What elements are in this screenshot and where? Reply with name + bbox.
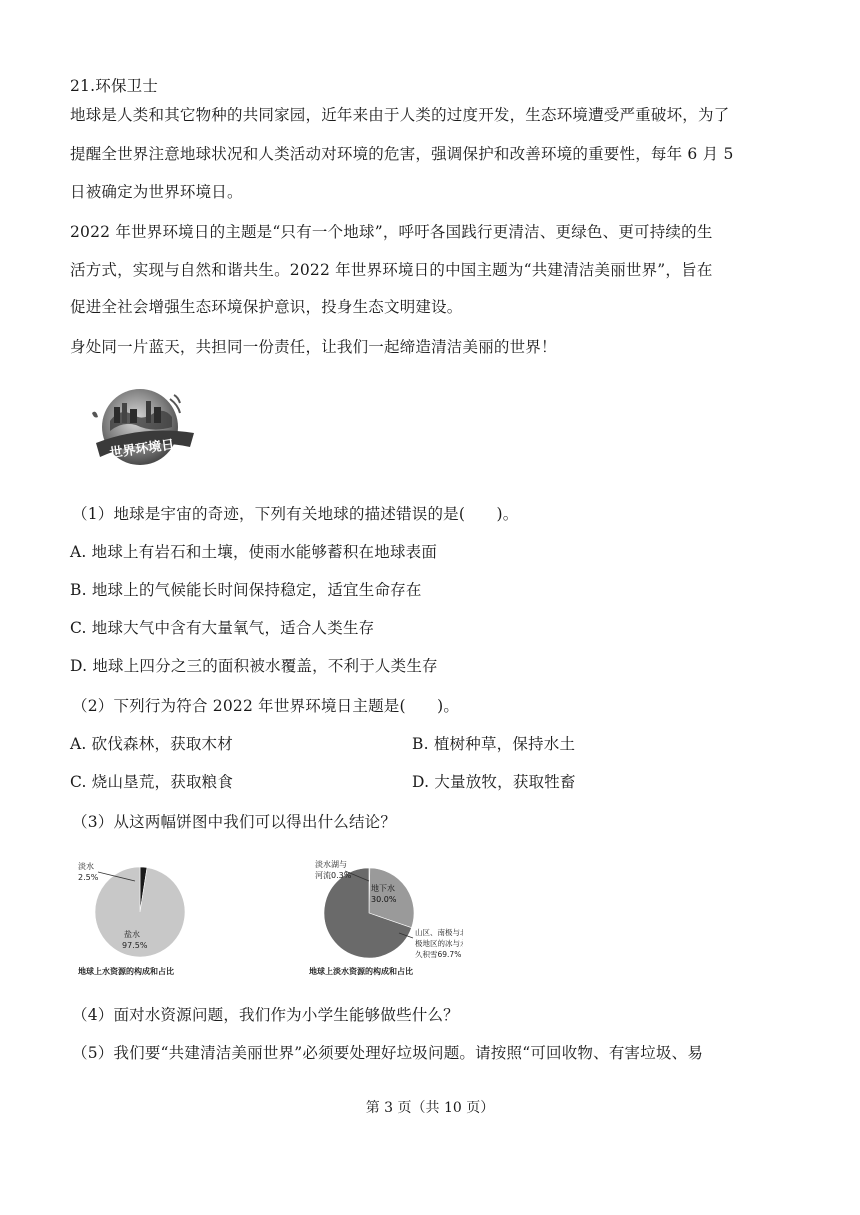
saltwater-label: 盐水 bbox=[124, 930, 140, 939]
groundwater-label-line-1: 地下水 bbox=[371, 884, 395, 893]
pie2-title: 地球上淡水资源的构成和占比 bbox=[309, 967, 413, 976]
q2-stem: （2）下列行为符合 2022 年世界环境日主题是( )。 bbox=[72, 697, 460, 715]
lakes-label-line-1: 淡水湖与 bbox=[315, 860, 347, 869]
ice-label-line-1: 山区、南极与北 bbox=[415, 928, 463, 937]
q4-stem: （4）面对水资源问题，我们作为小学生能够做些什么？ bbox=[72, 1006, 459, 1024]
q2-option-b: B. 植树种草，保持水土 bbox=[412, 735, 576, 753]
question-title: 21.环保卫士 bbox=[70, 77, 159, 95]
q2-option-a: A. 砍伐森林，获取木材 bbox=[70, 735, 233, 753]
q1-option-c: C. 地球大气中含有大量氧气，适合人类生存 bbox=[70, 619, 375, 637]
intro-paragraph-1-line-1: 地球是人类和其它物种的共同家园，近年来由于人类的过度开发，生态环境遭受严重破坏，为了 bbox=[70, 106, 730, 124]
ice-label-line-2: 极地区的冰与永 bbox=[415, 939, 463, 948]
freshwater-label: 淡水 bbox=[78, 862, 94, 871]
intro-paragraph-1-line-2: 提醒全世界注意地球状况和人类活动对环境的危害，强调保护和改善环境的重要性，每年 6 月 5 bbox=[70, 145, 734, 163]
groundwater-label-line-2: 30.0% bbox=[371, 895, 397, 904]
q3-stem: （3）从这两幅饼图中我们可以得出什么结论？ bbox=[72, 813, 397, 831]
q1-option-b: B. 地球上的气候能长时间保持稳定，适宜生命存在 bbox=[70, 581, 422, 599]
q2-option-d: D. 大量放牧，获取牲畜 bbox=[412, 773, 576, 791]
q2-option-c: C. 烧山垦荒，获取粮食 bbox=[70, 773, 234, 791]
q1-option-a: A. 地球上有岩石和土壤，使雨水能够蓄积在地球表面 bbox=[70, 543, 438, 561]
saltwater-value: 97.5% bbox=[122, 941, 148, 950]
page-footer: 第 3 页（共 10 页） bbox=[365, 1100, 495, 1116]
q1-stem: （1）地球是宇宙的奇迹，下列有关地球的描述错误的是( )。 bbox=[72, 505, 519, 523]
lakes-label-line-2: 河流0.3% bbox=[315, 871, 352, 880]
intro-paragraph-2-line-1: 2022 年世界环境日的主题是“只有一个地球”，呼吁各国践行更清洁、更绿色、更可持续的生 bbox=[70, 223, 713, 241]
ice-label-line-3: 久积雪69.7% bbox=[415, 950, 462, 959]
pie-chart-freshwater-resources bbox=[303, 855, 463, 980]
intro-paragraph-2-line-2: 活方式，实现与自然和谐共生。2022 年世界环境日的中国主题为“共建清洁美丽世界”，旨在 bbox=[70, 261, 713, 279]
world-environment-day-badge bbox=[86, 383, 198, 479]
q5-stem: （5）我们要“共建清洁美丽世界”必须要处理好垃圾问题。请按照“可回收物、有害垃圾、易 bbox=[72, 1044, 704, 1062]
freshwater-value: 2.5% bbox=[78, 873, 99, 882]
q1-option-d: D. 地球上四分之三的面积被水覆盖，不利于人类生存 bbox=[70, 657, 438, 675]
badge-label: 世界环境日 bbox=[108, 437, 176, 462]
intro-paragraph-3: 身处同一片蓝天，共担同一份责任，让我们一起缔造清洁美丽的世界！ bbox=[70, 338, 557, 356]
pie1-title: 地球上水资源的构成和占比 bbox=[78, 967, 174, 976]
pie-chart-water-resources bbox=[72, 855, 212, 980]
intro-paragraph-1-line-3: 日被确定为世界环境日。 bbox=[70, 183, 243, 201]
intro-paragraph-2-line-3: 促进全社会增强生态环境保护意识，投身生态文明建设。 bbox=[70, 298, 463, 316]
